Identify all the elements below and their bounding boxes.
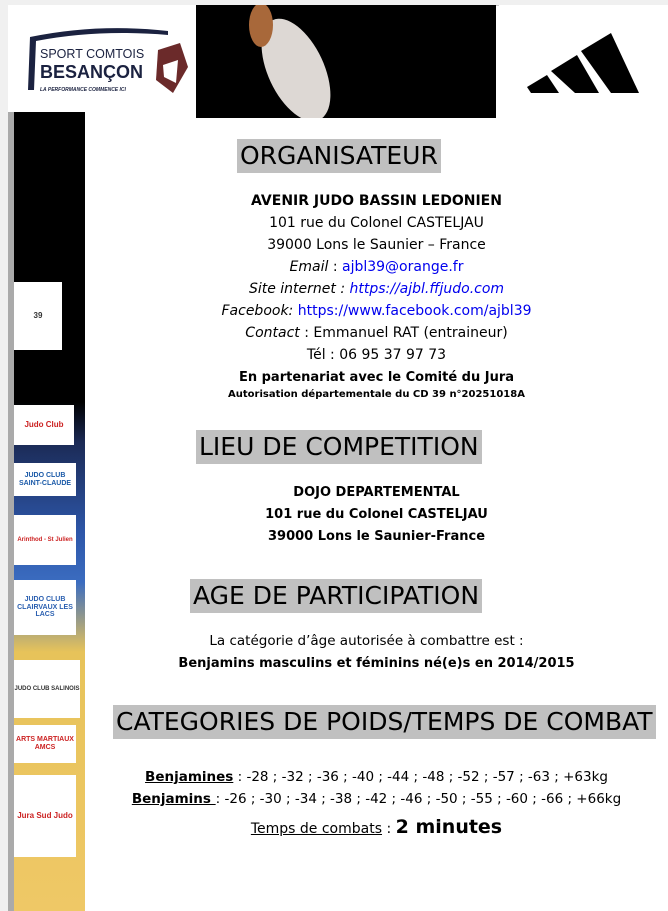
- address-line-1: 101 rue du Colonel CASTELJAU: [269, 215, 484, 231]
- phone-line: Tél : 06 95 37 97 73: [306, 347, 447, 363]
- section-title-organisateur: ORGANISATEUR: [237, 139, 441, 173]
- section-title-age: AGE DE PARTICIPATION: [190, 579, 482, 613]
- judo-club-logo: Judo Club: [14, 405, 74, 445]
- email-line: Email : ajbl39@orange.fr: [289, 259, 464, 275]
- adidas-logo: [499, 5, 668, 117]
- amcs-logo: ARTS MARTIAUX AMCS: [14, 725, 76, 763]
- arinthod-logo: Arinthod - St Julien: [14, 515, 76, 565]
- weights-benjamins: Benjamins : -26 ; -30 ; -34 ; -38 ; -42 ; -46 ; -50 ; -55 ; -60 ; -66 ; +66kg: [131, 791, 622, 807]
- judo-club-clairvaux-logo: JUDO CLUB CLAIRVAUX LES LACS: [14, 580, 76, 635]
- venue-address-2: 39000 Lons le Saunier-France: [267, 529, 486, 544]
- judo-club-saint-claude-logo: JUDO CLUB SAINT-CLAUDE: [14, 463, 76, 496]
- club-name: AVENIR JUDO BASSIN LEDONIEN: [251, 193, 502, 209]
- weights-benjamines: Benjamines : -28 ; -32 ; -36 ; -40 ; -44 ; -48 ; -52 ; -57 ; -63 ; +63kg: [145, 769, 608, 785]
- facebook-line: Facebook: https://www.facebook.com/ajbl39: [221, 303, 532, 319]
- site-link[interactable]: https://ajbl.ffjudo.com: [349, 281, 505, 297]
- svg-text:BESANÇON: BESANÇON: [40, 62, 144, 82]
- jura-sud-judo-logo: Jura Sud Judo: [14, 775, 76, 857]
- age-text: La catégorie d’âge autorisée à combattre est :: [209, 633, 524, 649]
- contact-line: Contact : Emmanuel RAT (entraineur): [245, 325, 508, 341]
- section-title-poids: CATEGORIES DE POIDS/TEMPS DE COMBAT: [113, 705, 656, 739]
- address-line-2: 39000 Lons le Saunier – France: [267, 237, 486, 253]
- cd39-logo: 39: [14, 282, 62, 350]
- judo-club-salinois-logo: JUDO CLUB SALINOIS: [14, 660, 80, 718]
- svg-text:LA PERFORMANCE COMMENCE ICI: LA PERFORMANCE COMMENCE ICI: [40, 87, 126, 93]
- email-link[interactable]: ajbl39@orange.fr: [342, 259, 464, 275]
- venue-address-1: 101 rue du Colonel CASTELJAU: [265, 507, 488, 522]
- venue-name: DOJO DEPARTEMENTAL: [293, 485, 460, 500]
- site-line: Site internet : https://ajbl.ffjudo.com: [248, 281, 505, 297]
- authorization-text: Autorisation départementale du CD 39 n°20251018A: [228, 389, 525, 400]
- sport-comtois-logo: [8, 5, 196, 112]
- facebook-link[interactable]: https://www.facebook.com/ajbl39: [297, 303, 532, 319]
- section-title-lieu: LIEU DE COMPETITION: [196, 430, 482, 464]
- svg-text:SPORT COMTOIS: SPORT COMTOIS: [40, 47, 145, 61]
- partnership-text: En partenariat avec le Comité du Jura: [238, 370, 515, 385]
- age-category: Benjamins masculins et féminins né(e)s en 2014/2015: [178, 656, 575, 671]
- combat-time: Temps de combats : 2 minutes: [250, 816, 503, 838]
- judo-action-photo: [196, 5, 496, 118]
